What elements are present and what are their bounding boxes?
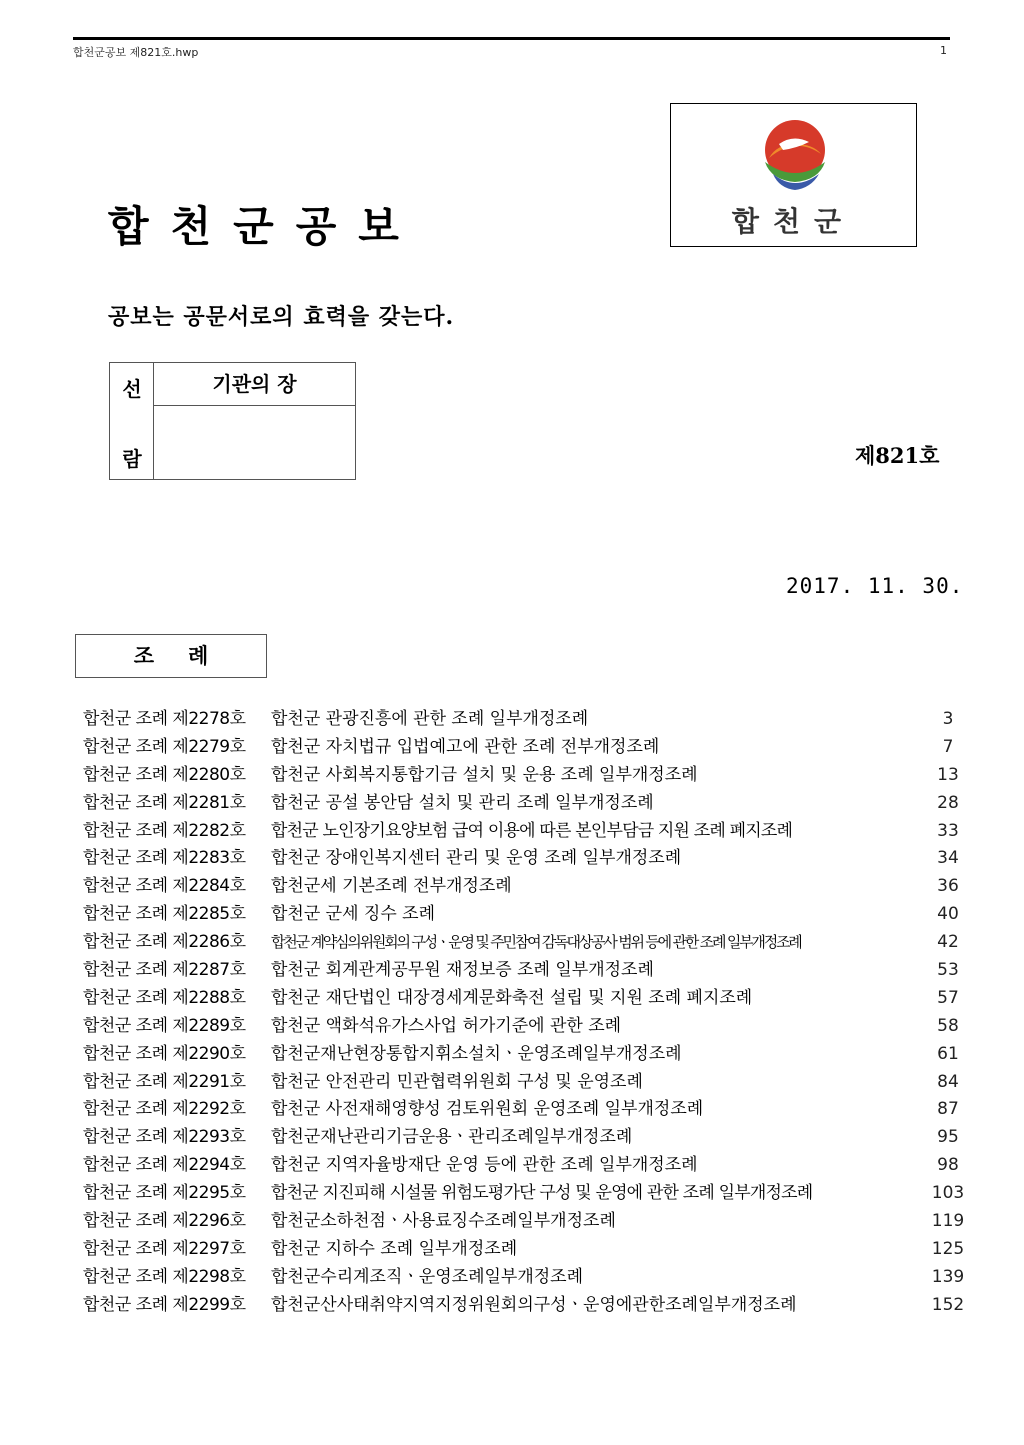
toc-title: 합천군 공설 봉안담 설치 및 관리 조례 일부개정조례: [271, 792, 654, 813]
toc-code: 합천군 조례 제2288호: [83, 987, 246, 1008]
approval-label-bottom: 람: [122, 447, 142, 471]
toc-row[interactable]: [83, 706, 968, 734]
toc-page-number: 98: [937, 1155, 959, 1176]
toc-code: 합천군 조례 제2292호: [83, 1099, 246, 1120]
approval-head-cell: 기관의 장: [154, 363, 355, 406]
toc-code: 합천군 조례 제2284호: [83, 876, 246, 897]
toc-page-number: 61: [937, 1043, 959, 1064]
toc-code: 합천군 조례 제2289호: [83, 1015, 246, 1036]
toc-title: 합천군 안전관리 민관협력위원회 구성 및 운영조례: [271, 1071, 643, 1092]
issue-date: 2017. 11. 30.: [786, 574, 964, 598]
toc-row[interactable]: [83, 845, 968, 873]
toc-row[interactable]: [83, 1236, 968, 1264]
toc-title: 합천군 계약심의위원회의 구성ㆍ운영 및 주민참여 감독대상공사 범위 등에 관한 조례 일부개정조례: [271, 933, 801, 952]
toc-code: 합천군 조례 제2297호: [83, 1238, 246, 1259]
toc-row[interactable]: [83, 790, 968, 818]
toc-title: 합천군 군세 징수 조례: [271, 904, 436, 925]
toc-title: 합천군세 기본조례 전부개정조례: [271, 876, 512, 897]
toc-code: 합천군 조례 제2299호: [83, 1294, 246, 1315]
toc-page-number: 103: [931, 1183, 965, 1204]
toc-page-number: 87: [937, 1099, 959, 1120]
toc-title: 합천군 사회복지통합기금 설치 및 운용 조례 일부개정조례: [271, 764, 698, 785]
toc-page-number: 34: [937, 848, 959, 869]
toc-title: 합천군 노인장기요양보험 급여 이용에 따른 본인부담금 지원 조례 폐지조례: [271, 820, 793, 841]
toc-row[interactable]: [83, 1292, 968, 1320]
toc-page-number: 53: [937, 960, 959, 981]
toc-page-number: 36: [937, 876, 959, 897]
toc-title: 합천군 액화석유가스사업 허가기준에 관한 조례: [271, 1015, 622, 1036]
toc-row[interactable]: [83, 1180, 968, 1208]
toc-code: 합천군 조례 제2287호: [83, 960, 246, 981]
toc-code: 합천군 조례 제2279호: [83, 736, 246, 757]
toc-code: 합천군 조례 제2296호: [83, 1211, 246, 1232]
toc-code: 합천군 조례 제2281호: [83, 792, 246, 813]
header-page-number: 1: [940, 44, 947, 57]
toc-row[interactable]: [83, 1041, 968, 1069]
header-rule: [73, 37, 950, 40]
approval-table: [109, 362, 356, 480]
toc-row[interactable]: [83, 873, 968, 901]
toc-row[interactable]: [83, 1069, 968, 1097]
toc-page-number: 13: [937, 764, 959, 785]
section-title: 조례: [75, 634, 267, 678]
toc-page-number: 139: [931, 1266, 965, 1287]
toc-title: 합천군 지하수 조례 일부개정조례: [271, 1238, 518, 1259]
toc-code: 합천군 조례 제2283호: [83, 848, 246, 869]
table-of-contents: [83, 706, 968, 1320]
toc-title: 합천군 지역자율방재단 운영 등에 관한 조례 일부개정조례: [271, 1155, 698, 1176]
toc-title: 합천군수리계조직ㆍ운영조례일부개정조례: [271, 1266, 584, 1287]
toc-code: 합천군 조례 제2295호: [83, 1183, 246, 1204]
hapcheon-emblem-icon: [753, 114, 837, 198]
toc-code: 합천군 조례 제2286호: [83, 932, 246, 953]
toc-code: 합천군 조례 제2282호: [83, 820, 246, 841]
toc-code: 합천군 조례 제2291호: [83, 1071, 246, 1092]
toc-title: 합천군소하천점ㆍ사용료징수조례일부개정조례: [271, 1211, 616, 1232]
toc-row[interactable]: [83, 929, 968, 957]
toc-row[interactable]: [83, 734, 968, 762]
toc-row[interactable]: [83, 985, 968, 1013]
approval-label-top: 선: [122, 377, 142, 401]
toc-row[interactable]: [83, 1264, 968, 1292]
toc-code: 합천군 조례 제2294호: [83, 1155, 246, 1176]
toc-code: 합천군 조례 제2278호: [83, 709, 246, 729]
toc-title: 합천군 장애인복지센터 관리 및 운영 조례 일부개정조례: [271, 848, 682, 869]
toc-title: 합천군 지진피해 시설물 위험도평가단 구성 및 운영에 관한 조례 일부개정조례: [271, 1183, 813, 1204]
toc-page-number: 119: [931, 1211, 965, 1232]
toc-title: 합천군재난관리기금운용ㆍ관리조례일부개정조례: [271, 1127, 633, 1148]
toc-page-number: 40: [937, 904, 959, 925]
toc-page-number: 95: [937, 1127, 959, 1148]
toc-row[interactable]: [83, 957, 968, 985]
toc-code: 합천군 조례 제2280호: [83, 764, 246, 785]
logo-text: 합천군: [731, 205, 856, 238]
toc-page-number: 3: [942, 709, 954, 729]
toc-title: 합천군 관광진흥에 관한 조례 일부개정조례: [271, 709, 589, 729]
toc-code: 합천군 조례 제2290호: [83, 1043, 246, 1064]
toc-row[interactable]: [83, 1208, 968, 1236]
toc-row[interactable]: [83, 1096, 968, 1124]
toc-title: 합천군산사태취약지역지정위원회의구성ㆍ운영에관한조례일부개정조례: [271, 1294, 797, 1315]
toc-page-number: 152: [931, 1294, 965, 1315]
toc-page-number: 42: [937, 932, 959, 953]
toc-page-number: 84: [937, 1071, 959, 1092]
toc-title: 합천군 재단법인 대장경세계문화축전 설립 및 지원 조례 폐지조례: [271, 987, 753, 1008]
toc-page-number: 28: [937, 792, 959, 813]
header-filename: 합천군공보 제821호.hwp: [73, 46, 199, 59]
toc-code: 합천군 조례 제2285호: [83, 904, 246, 925]
toc-page-number: 58: [937, 1015, 959, 1036]
toc-page-number: 57: [937, 987, 959, 1008]
subtitle: 공보는 공문서로의 효력을 갖는다.: [108, 304, 455, 330]
toc-code: 합천군 조례 제2298호: [83, 1266, 246, 1287]
logo-box: [670, 103, 917, 247]
toc-row[interactable]: [83, 1124, 968, 1152]
page-title: 합천군공보: [108, 202, 421, 251]
toc-code: 합천군 조례 제2293호: [83, 1127, 246, 1148]
toc-row[interactable]: [83, 901, 968, 929]
toc-row[interactable]: [83, 1152, 968, 1180]
toc-row[interactable]: [83, 818, 968, 846]
toc-title: 합천군재난현장통합지휘소설치ㆍ운영조례일부개정조례: [271, 1043, 682, 1064]
issue-number: 제821호: [855, 443, 940, 468]
toc-page-number: 125: [931, 1238, 965, 1259]
toc-page-number: 33: [937, 820, 959, 841]
toc-page-number: 7: [942, 736, 954, 757]
toc-title: 합천군 사전재해영향성 검토위원회 운영조례 일부개정조례: [271, 1099, 704, 1120]
toc-row[interactable]: [83, 762, 968, 790]
toc-title: 합천군 자치법규 입법예고에 관한 조례 전부개정조례: [271, 736, 660, 757]
toc-row[interactable]: [83, 1013, 968, 1041]
toc-title: 합천군 회계관계공무원 재정보증 조례 일부개정조례: [271, 960, 654, 981]
